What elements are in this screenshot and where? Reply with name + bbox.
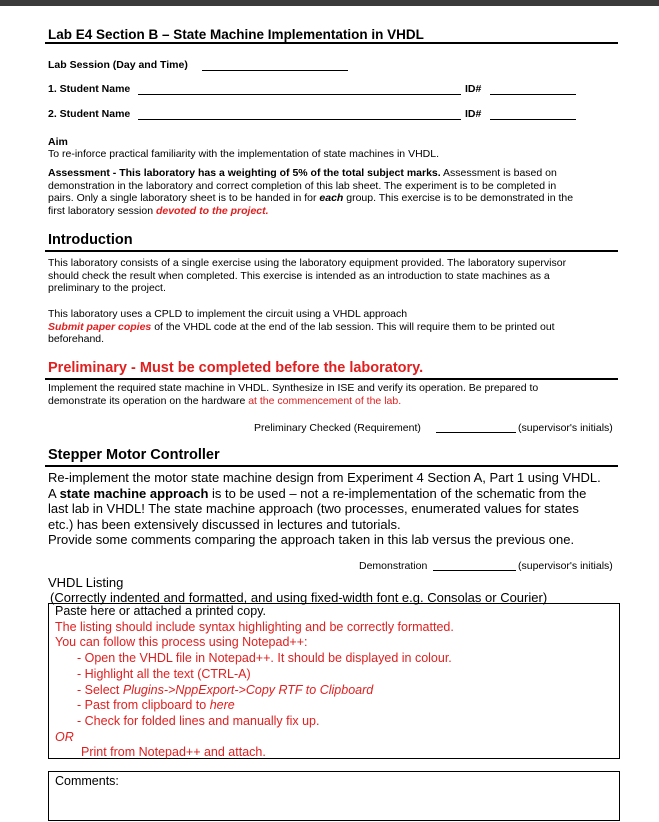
- listing-s4a: - Past from clipboard to: [77, 698, 210, 713]
- listing-subheading: (Correctly indented and formatted, and using fixed-width font e.g. Consolas or Courier): [50, 590, 548, 605]
- listing-s2: - Highlight all the text (CTRL-A): [77, 666, 251, 681]
- preliminary-rule: [45, 378, 618, 380]
- intro-p1-l1: This laboratory consists of a single exercise using the laboratory equipment provided. The laboratory supervisor: [48, 257, 567, 269]
- student2-id-label: ID#: [465, 108, 482, 120]
- assessment-l1-rest: Assessment is based on: [440, 167, 557, 179]
- stepper-heading: Stepper Motor Controller: [48, 447, 220, 463]
- intro-p1-l2: should check the result when completed. This exercise is intended as an introduction to state machines as a: [48, 269, 550, 282]
- preliminary-paragraph: [48, 382, 618, 407]
- listing-s5: - Check for folded lines and manually fix up.: [77, 713, 320, 728]
- stepper-l2c: is to be used – not a re-implementation of the schematic from the: [208, 485, 587, 501]
- assessment-l2: demonstration in the laboratory and correct completion of this lab sheet. The experiment is to be completed in: [48, 179, 557, 192]
- listing-s4b: here: [209, 698, 235, 713]
- prelim-l1: Implement the required state machine in VHDL. Synthesize in ISE and verify its operation. Be prepared to: [48, 382, 539, 394]
- student1-id-field[interactable]: [490, 94, 576, 95]
- demo-initials-field[interactable]: [433, 570, 516, 571]
- listing-r2: You can follow this process using Notepad++:: [55, 635, 308, 650]
- introduction-heading: Introduction: [48, 232, 133, 248]
- student2-id-field[interactable]: [490, 119, 576, 120]
- assessment-l3a: pairs. Only a single laboratory sheet is to be handed in for: [48, 192, 320, 204]
- intro-p2-l2-rest: of the VHDL code at the end of the lab session. This will require them to be printed out: [151, 320, 555, 333]
- assessment-l4: first laboratory session: [48, 204, 156, 217]
- prelim-checked-label: Preliminary Checked (Requirement): [254, 422, 421, 434]
- intro-p2-l3: beforehand.: [48, 333, 105, 345]
- listing-s1: - Open the VHDL file in Notepad++. It should be displayed in colour.: [77, 651, 452, 666]
- comments-box[interactable]: [48, 771, 620, 821]
- intro-p2-l2-red: Submit paper copies: [48, 320, 152, 333]
- student1-id-label: ID#: [465, 83, 482, 95]
- student1-label: 1. Student Name: [48, 83, 131, 95]
- stepper-l2b: state machine approach: [59, 485, 209, 501]
- listing-s3a: - Select: [77, 682, 123, 697]
- assessment-l3-each: each: [319, 192, 344, 204]
- student2-name-field[interactable]: [138, 119, 461, 120]
- introduction-p2: [48, 308, 618, 346]
- demo-initials-label: (supervisor's initials): [518, 560, 613, 572]
- intro-p1-l3: preliminary to the project.: [48, 282, 166, 294]
- prelim-l2-red: at the commencement of the lab.: [248, 394, 402, 407]
- page-title: Lab E4 Section B – State Machine Implementation in VHDL: [48, 27, 424, 42]
- stepper-l3: last lab in VHDL! The state machine approach (two processes, enumerated values for states: [48, 501, 579, 516]
- prelim-initials-label: (supervisor's initials): [518, 422, 613, 434]
- title-rule: [45, 42, 618, 44]
- introduction-p1: [48, 257, 618, 295]
- student1-name-field[interactable]: [138, 94, 461, 95]
- comments-label: Comments:: [55, 774, 119, 788]
- listing-s3b: Plugins->NppExport->Copy RTF to Clipboard: [122, 682, 374, 697]
- session-label: Lab Session (Day and Time): [48, 59, 188, 71]
- listing-box[interactable]: [48, 603, 620, 759]
- introduction-rule: [45, 250, 618, 252]
- assessment-lead: Assessment - This laboratory has a weighting of 5% of the total subject marks.: [48, 167, 441, 179]
- stepper-l2a: A: [48, 485, 60, 501]
- listing-paste: Paste here or attached a printed copy.: [55, 604, 267, 618]
- assessment-l4-red: devoted to the project.: [155, 204, 269, 217]
- student2-label: 2. Student Name: [48, 108, 131, 120]
- preliminary-heading: Preliminary - Must be completed before the laboratory.: [48, 360, 424, 376]
- top-window-bar: [0, 0, 659, 6]
- prelim-initials-field[interactable]: [436, 432, 516, 433]
- aim-text: To re-inforce practical familiarity with the implementation of state machines in VHDL.: [48, 148, 439, 160]
- assessment-l3b: group. This exercise is to be demonstrated in the: [343, 192, 574, 204]
- assessment-paragraph: [48, 167, 618, 217]
- prelim-l2a: demonstrate its operation on the hardware: [48, 394, 249, 407]
- listing-heading: VHDL Listing: [48, 575, 124, 590]
- session-field[interactable]: [202, 70, 348, 71]
- stepper-l5: Provide some comments comparing the approach taken in this lab versus the previous one.: [48, 532, 575, 547]
- listing-print: Print from Notepad++ and attach.: [81, 745, 266, 760]
- stepper-l1: Re-implement the motor state machine design from Experiment 4 Section A, Part 1 using VHDL.: [48, 470, 601, 485]
- listing-r1: The listing should include syntax highlighting and be correctly formatted.: [55, 619, 454, 634]
- demo-label: Demonstration: [359, 560, 428, 572]
- aim-heading: Aim: [48, 136, 68, 148]
- listing-or: OR: [55, 729, 74, 744]
- stepper-paragraph: [48, 470, 618, 548]
- intro-p2-l1: This laboratory uses a CPLD to implement the circuit using a VHDL approach: [48, 308, 408, 320]
- stepper-rule: [45, 465, 618, 467]
- stepper-l4: etc.) has been extensively discussed in lectures and tutorials.: [48, 516, 401, 532]
